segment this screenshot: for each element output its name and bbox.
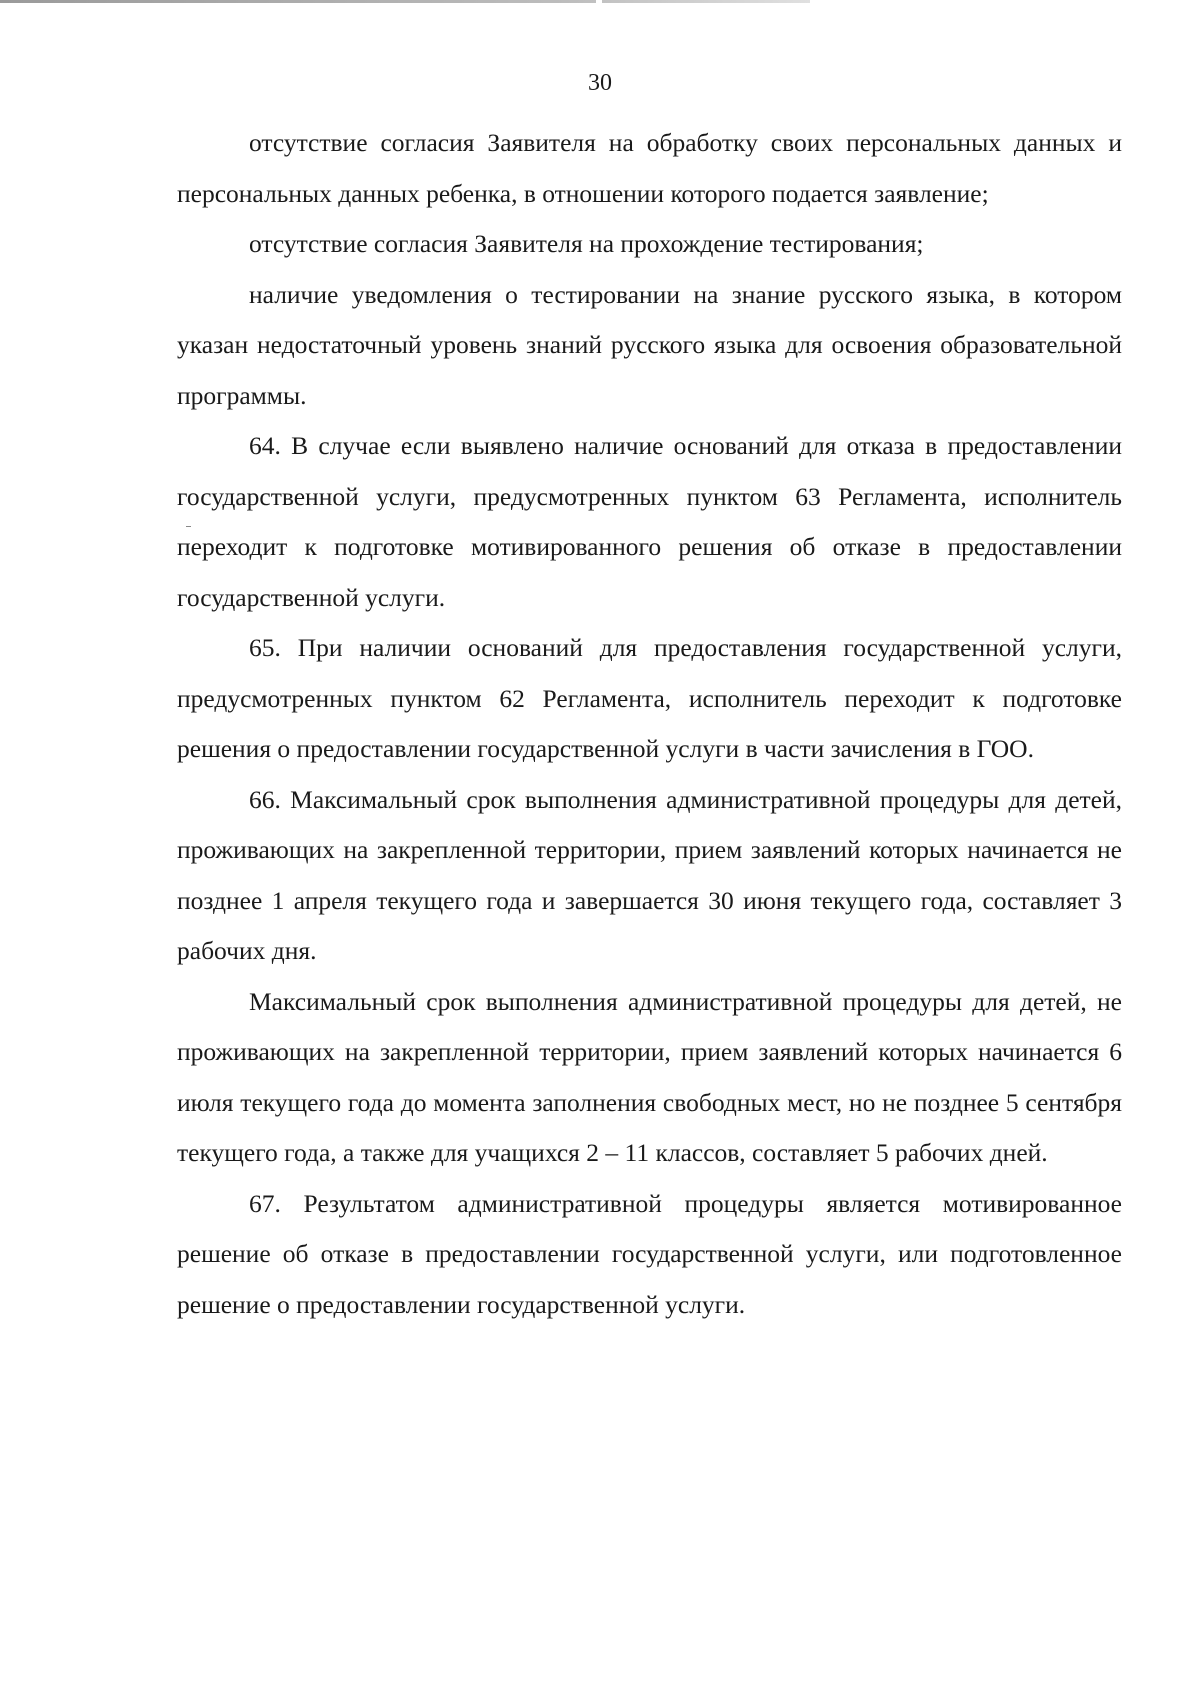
paragraph-item-66: 66. Максимальный срок выполнения административной процедуры для детей, проживающих на закрепленной территории, прием заявлений которых начинается не позднее 1 апреля текущего года и завершается 30 июня текущего года, составляет 3 рабочих дня.	[177, 784, 1122, 965]
paragraph-item-64: 64. В случае если выявлено наличие оснований для отказа в предоставлении государственной услуги, предусмотренных пунктом 63 Регламента, исполнитель переходит к подготовке мотивированного решения об отказе в предоставлении государственной услуги.	[177, 431, 1122, 612]
paragraph-consent-personal-data: отсутствие согласия Заявителя на обработку своих персональных данных и персональных данных ребенка, в отношении которого подается заявление;	[177, 128, 1122, 208]
scan-top-edge	[0, 0, 810, 3]
page-number: 30	[588, 70, 612, 96]
paragraph-consent-testing: отсутствие согласия Заявителя на прохождение тестирования;	[249, 229, 924, 258]
document-body	[177, 118, 1122, 1330]
paragraph-item-66-continued: Максимальный срок выполнения административной процедуры для детей, не проживающих на закрепленной территории, прием заявлений которых начинается 6 июля текущего года до момента заполнения свободных мест, но не позднее 5 сентября текущего года, а также для учащихся 2 – 11 классов, составляет 5 рабочих дней.	[177, 986, 1122, 1167]
paragraph-testing-notice: наличие уведомления о тестировании на знание русского языка, в котором указан недостаточный уровень знаний русского языка для освоения образовательной программы.	[177, 279, 1122, 410]
scan-top-edge-gap	[596, 0, 602, 3]
paragraph-item-65: 65. При наличии оснований для предоставления государственной услуги, предусмотренных пунктом 62 Регламента, исполнитель переходит к подготовке решения о предоставлении государственной услуги в части зачисления в ГОО.	[177, 633, 1122, 763]
paragraph-item-67: 67. Результатом административной процедуры является мотивированное решение об отказе в предоставлении государственной услуги, или подготовленное решение о предоставлении государственной услуги.	[177, 1188, 1122, 1319]
